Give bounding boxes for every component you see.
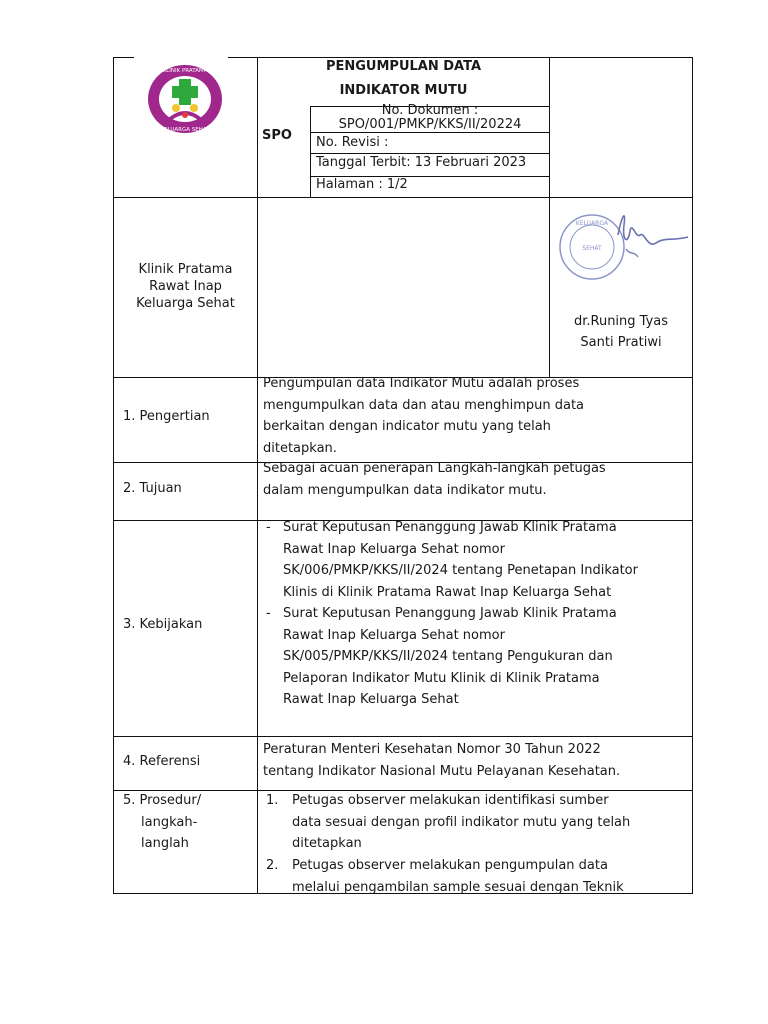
prosedur-line: data sesuai dengan profil indikator mutu yang telah [292,814,631,830]
doc-title-line1: PENGUMPULAN DATA [325,59,482,74]
prosedur-line: Petugas observer melakukan pengumpulan data [292,858,608,873]
prosedur-label-line: langlah [141,836,189,851]
kebijakan-line: Surat Keputusan Penanggung Jawab Klinik Pratama [283,606,617,621]
tujuan-line: dalam mengumpulkan data indikator mutu. [263,482,547,498]
svg-text:KELUARGA SEHAT: KELUARGA SEHAT [160,127,210,133]
kebijakan-item-2 [283,603,617,711]
clinic-name-line3: Keluarga Sehat [136,296,235,311]
signer-name-line1: dr.Runing Tyas [573,314,669,329]
spo-label: SPO [262,128,292,143]
signer-name-line2: Santi Pratiwi [580,335,662,350]
section-label-prosedur [123,790,201,855]
prosedur-label-line: 5. Prosedur/ [123,793,202,808]
pengertian-line: Pengumpulan data Indikator Mutu adalah proses [263,376,580,391]
pengertian-line: ditetapkan. [263,440,337,456]
kebijakan-line: SK/006/PMKP/KKS/II/2024 tentang Penetapan Indikator [283,563,638,578]
page-field: Halaman : 1/2 [316,177,408,192]
clinic-name [114,261,257,312]
kebijakan-line: Rawat Inap Keluarga Sehat nomor [283,541,505,557]
kebijakan-line: Surat Keputusan Penanggung Jawab Klinik Pratama [283,520,617,535]
prosedur-step-number: 1. [266,793,279,808]
clinic-name-line2: Rawat Inap [149,279,222,294]
prosedur-label-line: langkah- [141,814,198,830]
kebijakan-line: Rawat Inap Keluarga Sehat nomor [283,627,505,643]
revision-field: No. Revisi : [316,135,389,150]
prosedur-line: melalui pengambilan sample sesuai dengan Teknik [292,879,624,895]
clinic-logo-icon [146,63,224,135]
svg-text:KLINIK PRATAMA: KLINIK PRATAMA [162,68,208,74]
kebijakan-line: SK/005/PMKP/KKS/II/2024 tentang Pengukuran dan [283,649,613,664]
svg-text:SEHAT: SEHAT [582,245,602,252]
prosedur-line: Petugas observer melakukan identifikasi sumber [292,793,609,808]
kebijakan-line: Klinis di Klinik Pratama Rawat Inap Keluarga Sehat [283,584,612,600]
issue-date-field: Tanggal Terbit: 13 Februari 2023 [316,155,527,170]
pengertian-line: mengumpulkan data dan atau menghimpun data [263,397,585,413]
signature-stamp [556,205,696,285]
svg-text:KELUARGA: KELUARGA [575,220,609,227]
kebijakan-bullet: - [266,520,271,535]
referensi-line: tentang Indikator Nasional Mutu Pelayanan Kesehatan. [263,763,621,779]
section-label-kebijakan: 3. Kebijakan [123,617,203,632]
doc-title-line2: INDIKATOR MUTU [339,83,468,98]
clinic-name-line1: Klinik Pratama [138,262,233,277]
prosedur-step-1 [292,790,630,855]
kebijakan-line: Rawat Inap Keluarga Sehat [283,692,459,707]
tujuan-text [263,458,606,501]
pengertian-line: berkaitan dengan indicator mutu yang telah [263,419,551,434]
kebijakan-bullet: - [266,606,271,621]
referensi-text [263,739,620,782]
section-label-referensi: 4. Referensi [123,754,201,769]
section-label-tujuan: 2. Tujuan [123,481,182,496]
referensi-line: Peraturan Menteri Kesehatan Nomor 30 Tahun 2022 [263,742,601,757]
kebijakan-item-1 [283,517,638,603]
prosedur-step-number: 2. [266,858,279,873]
section-label-pengertian: 1. Pengertian [123,409,210,424]
pengertian-text [263,373,584,459]
doc-number-value: SPO/001/PMKP/KKS/II/20224 [338,117,522,132]
prosedur-line: ditetapkan [292,836,362,851]
prosedur-step-2 [292,855,624,898]
kebijakan-line: Pelaporan Indikator Mutu Klinik di Klinik Pratama [283,670,600,686]
signer-name [550,311,692,353]
doc-number-label: No. Dokumen : [381,103,479,118]
tujuan-line: Sebagai acuan penerapan Langkah-langkah petugas [263,461,606,476]
